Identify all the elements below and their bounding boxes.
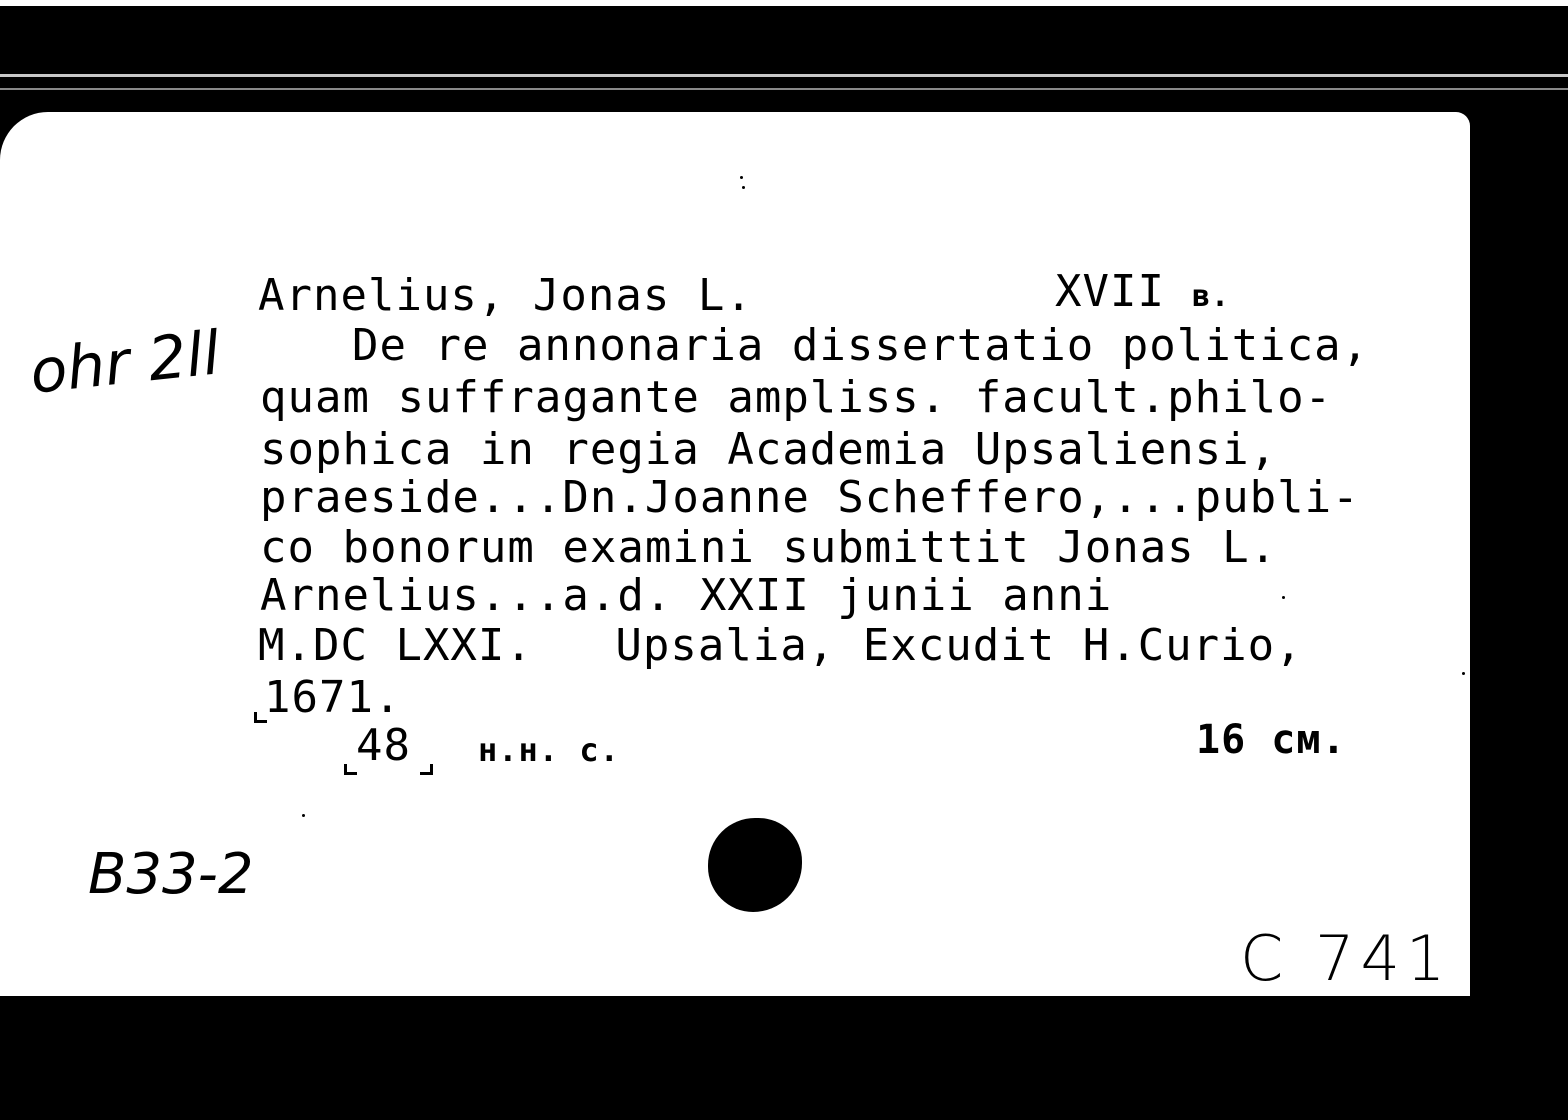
scan-speck: [742, 186, 745, 189]
scan-top-edge: [0, 0, 1568, 6]
handwritten-shelf-code: B33-2: [88, 842, 254, 907]
pages-bracket-right: [420, 764, 433, 775]
scan-speck: [1282, 596, 1285, 599]
scan-speck: [1462, 672, 1465, 675]
size-label: 16 см.: [1196, 717, 1347, 763]
scan-border-line: [0, 74, 1568, 77]
handwritten-card-number: C 741: [1240, 922, 1452, 995]
title-line-7: M.DC LXXI. Upsalia, Excudit H.Curio,: [258, 620, 1303, 671]
publication-abbrev: н.н. с.: [478, 731, 620, 769]
title-line-4: praeside...Dn.Joanne Scheffero,...publi-: [260, 472, 1360, 523]
handwritten-left-mark: ohr 2ll: [26, 318, 224, 408]
title-line-8: 1671.: [264, 672, 402, 723]
pages-bracket-left: [344, 764, 357, 775]
catalog-card: [0, 112, 1470, 996]
pages-count: 48: [356, 720, 411, 771]
year-bracket-mark: [254, 712, 267, 723]
punch-hole: [708, 818, 802, 912]
title-line-6: Arnelius...a.d. XXII junii anni: [260, 570, 1113, 621]
title-line-5: co bonorum examini submittit Jonas L.: [260, 522, 1278, 573]
title-line-1: De re annonaria dissertatio politica,: [352, 320, 1370, 371]
author-heading: Arnelius, Jonas L.: [258, 270, 753, 321]
century-suffix: в.: [1192, 279, 1231, 314]
century-label: XVII: [1055, 266, 1165, 317]
title-line-3: sophica in regia Academia Upsaliensi,: [260, 424, 1278, 475]
scan-speck: [302, 814, 305, 817]
scan-speck: [740, 176, 743, 179]
title-line-2: quam suffragante ampliss. facult.philo-: [260, 372, 1333, 423]
scan-border-line-2: [0, 88, 1568, 90]
